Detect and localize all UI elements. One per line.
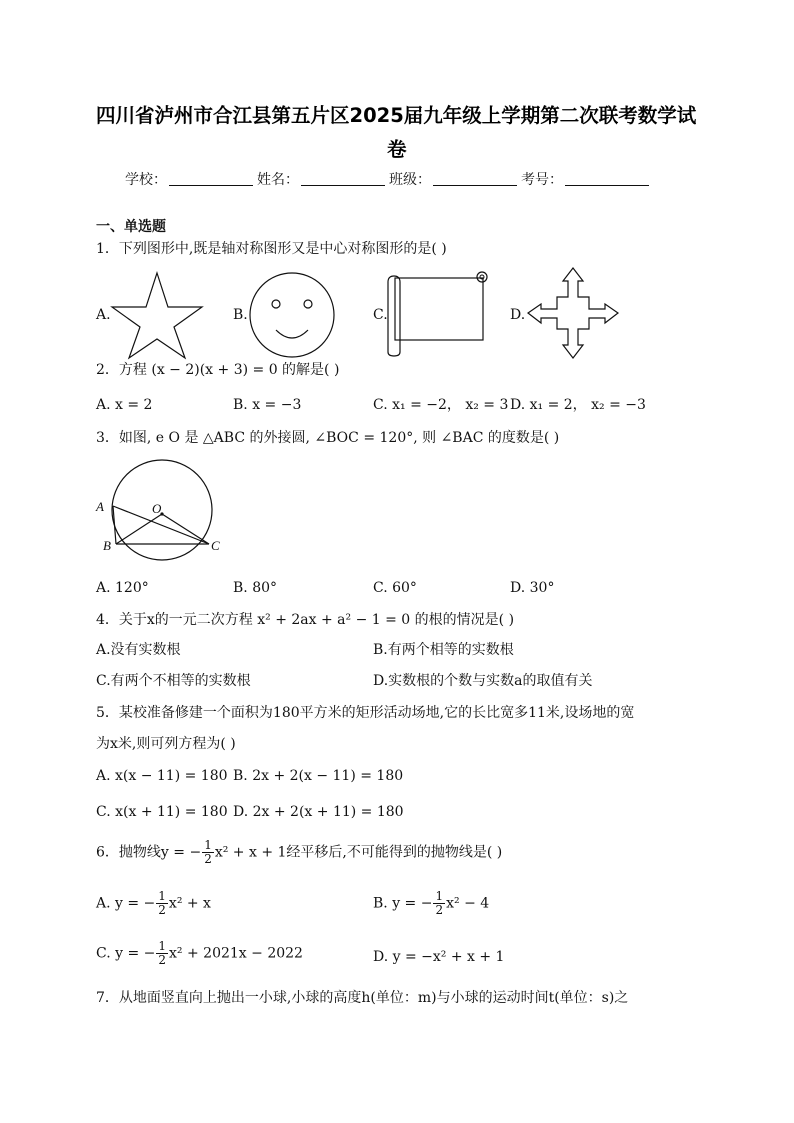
q6-option-a (96, 890, 211, 917)
q6-stem (96, 839, 502, 866)
q3-option-b: B. 80° (233, 580, 278, 596)
label-point-c: C (211, 538, 220, 553)
number-blank[interactable] (565, 171, 649, 186)
q4-stem: 4．关于x的一元二次方程 x² + 2ax + a² − 1 = 0 的根的情况是( ) (96, 612, 515, 628)
name-label: 姓名： (257, 172, 299, 188)
frac-denominator: 2 (158, 953, 167, 967)
class-blank[interactable] (433, 171, 517, 186)
q7-stem: 7．从地面竖直向上抛出一小球,小球的高度h(单位：m)与小球的运动时间t(单位：s)之 (96, 990, 629, 1006)
q6-a-right: x² + x (168, 895, 211, 912)
q5-stem-line2: 为x米,则可列方程为( ) (96, 736, 236, 752)
label-point-b: B (103, 538, 111, 553)
smiley-face-figure (248, 272, 338, 358)
q6-a-left: A. y = − (96, 895, 156, 912)
q3-option-d: D. 30° (510, 580, 555, 596)
section-header: 一、单选题 (96, 219, 166, 235)
q6-fraction (202, 839, 214, 866)
q1-option-d-label: D. (510, 307, 526, 323)
label-point-a: A (96, 499, 104, 514)
q1-option-b-label: B. (233, 307, 248, 323)
frac-numerator: 1 (435, 889, 444, 903)
q2-option-a: A. x = 2 (96, 397, 153, 413)
q1-option-a-label: A. (96, 307, 111, 323)
q2-option-c: C. x₁ = −2， x₂ = 3 (373, 397, 509, 413)
q6-eq-left: y = − (160, 844, 202, 861)
page-title-line2: 卷 (387, 138, 407, 161)
q6-c-left: C. y = − (96, 945, 156, 962)
four-arrows-figure (526, 267, 621, 360)
q6-c-fraction (156, 940, 168, 967)
q3-option-c: C. 60° (373, 580, 417, 596)
class-label: 班级： (389, 172, 431, 188)
q2-stem: 2．方程 (x − 2)(x + 3) = 0 的解是( ) (96, 362, 340, 378)
q6-a-fraction (156, 890, 168, 917)
frac-denominator: 2 (158, 903, 166, 917)
label-point-o: O (152, 501, 162, 516)
q2-option-b: B. x = −3 (233, 397, 302, 413)
frac-denominator: 2 (435, 903, 444, 917)
number-label: 考号： (521, 172, 563, 188)
q5-stem-line1: 5．某校准备修建一个面积为180平方米的矩形活动场地,它的长比宽多11米,设场地的宽 (96, 705, 635, 721)
q2-option-d: D. x₁ = 2， x₂ = −3 (510, 397, 646, 413)
frac-numerator: 1 (158, 939, 167, 953)
q6-b-right: x² − 4 (446, 895, 490, 912)
q4-option-d: D.实数根的个数与实数a的取值有关 (373, 673, 593, 689)
q6-option-d: D. y = −x² + x + 1 (373, 949, 505, 965)
q6-b-fraction (433, 890, 445, 917)
q3-stem: 3．如图, e O 是 △ABC 的外接圆, ∠BOC = 120°, 则 ∠BAC 的度数是( ) (96, 430, 560, 446)
q6-c-right: x² + 2021x − 2022 (169, 945, 303, 962)
q6-suffix: 经平移后,不可能得到的抛物线是( ) (286, 844, 503, 861)
q4-option-a: A.没有实数根 (96, 642, 181, 658)
q4-option-b: B.有两个相等的实数根 (373, 642, 514, 658)
name-blank[interactable] (301, 171, 385, 186)
q6-b-left: B. y = − (373, 895, 433, 912)
q4-option-c: C.有两个不相等的实数根 (96, 673, 251, 689)
q5-option-a: A. x(x − 11) = 180 (96, 768, 228, 784)
q3-option-a: A. 120° (96, 580, 149, 596)
q1-option-c-label: C. (373, 307, 388, 323)
school-blank[interactable] (169, 171, 253, 186)
q6-option-b (373, 890, 489, 917)
school-label: 学校： (125, 172, 167, 188)
frac-numerator: 1 (204, 838, 212, 852)
q5-option-c: C. x(x + 11) = 180 (96, 804, 228, 820)
info-row (125, 171, 653, 189)
q6-eq-right: x² + x + 1 (214, 844, 287, 861)
q1-stem: 1．下列图形中,既是轴对称图形又是中心对称图形的是( ) (96, 241, 447, 257)
frac-denominator: 2 (204, 852, 212, 866)
q6-prefix: 6．抛物线 (96, 844, 161, 861)
frac-numerator: 1 (158, 889, 166, 903)
q6-option-c (96, 940, 303, 967)
q5-option-d: D. 2x + 2(x + 11) = 180 (233, 804, 404, 820)
star-figure (110, 270, 205, 360)
q5-option-b: B. 2x + 2(x − 11) = 180 (233, 768, 404, 784)
page-title-line1: 四川省泸州市合江县第五片区2025届九年级上学期第二次联考数学试 (96, 104, 697, 127)
scroll-figure (385, 270, 490, 356)
